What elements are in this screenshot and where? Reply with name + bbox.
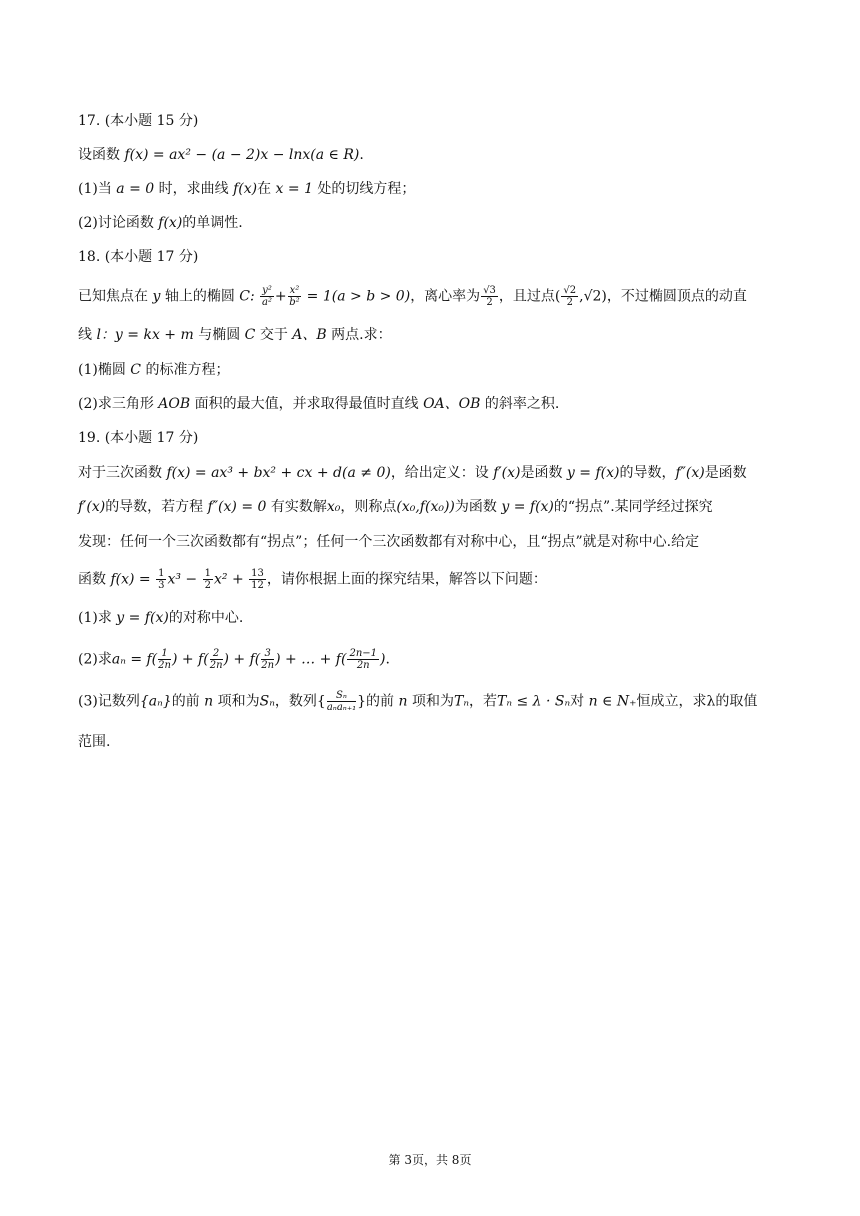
fraction-1-3: $\frac{1}{3}$: [158, 568, 165, 591]
q18-heading-text: 18. (本小题 17 分): [78, 249, 199, 265]
math: n ∈ N₊: [588, 693, 637, 710]
text: 两点.求：: [326, 327, 392, 343]
fraction-3-2n: $\frac{3}{2n}$: [261, 648, 275, 671]
math: x₀: [326, 499, 341, 515]
text: (3)记数列: [78, 693, 140, 710]
text: 设函数: [78, 147, 125, 163]
math: ：y = kx + m: [100, 327, 194, 343]
text: 已知焦点在: [78, 288, 153, 305]
text: 的“拐点”.某同学经过探究: [553, 499, 713, 515]
text: .: [359, 147, 364, 163]
q19-line-5: [78, 608, 243, 628]
q17-line-3: [78, 213, 243, 233]
text: 范围.: [78, 734, 111, 750]
text: 的导数，: [619, 465, 676, 481]
fraction-sqrt2-2: $\frac{√2}{2}$: [563, 285, 577, 308]
text: 的对称中心.: [168, 610, 244, 626]
math: C: [130, 362, 141, 378]
math: y: [152, 288, 161, 305]
q18-line-3: [78, 360, 229, 380]
text: 有实数解: [266, 499, 327, 515]
text: (1)求: [78, 610, 117, 626]
math: x³ −: [167, 571, 202, 588]
text: ，给出定义：设: [390, 465, 494, 481]
text: 处的切线方程；: [312, 181, 416, 197]
text: 面积的最大值，并求取得最值时直线: [190, 396, 424, 412]
q17-heading: [78, 111, 198, 131]
q19-line-2: [78, 497, 713, 517]
text: 对于三次函数: [78, 465, 167, 481]
math: y = f(x): [501, 499, 554, 515]
text: 对: [570, 693, 589, 710]
math: aₙ = f(: [111, 651, 158, 668]
math: a = 0: [116, 181, 155, 197]
fraction-y2-a2: $\frac{\text{y²}}{\text{a²}}$: [262, 285, 272, 308]
q18-line-2: [78, 325, 392, 345]
text: 是函数: [520, 465, 567, 481]
text: 的导数，若方程: [105, 499, 208, 515]
q19-line-6: [78, 648, 390, 671]
q18-line-4: [78, 394, 559, 414]
text: 的前: [171, 693, 205, 710]
text: 函数: [78, 571, 111, 588]
text: 恒成立，求λ的取值: [636, 693, 758, 710]
math: n: [204, 693, 214, 710]
math: C:: [239, 288, 260, 305]
text: }的前: [357, 693, 399, 710]
math: y = f(x): [116, 610, 169, 626]
math: (x₀,f(x₀)): [396, 499, 455, 515]
fraction-1-2: $\frac{1}{2}$: [204, 568, 211, 591]
math: f′(x): [493, 465, 521, 481]
math: l: [96, 327, 101, 343]
fraction-2n-1-2n: $\frac{2n-1}{2n}$: [349, 648, 377, 671]
text: 发现：任何一个三次函数都有“拐点”；任何一个三次函数都有对称中心，且“拐点”就是对称中心.给定: [78, 534, 700, 550]
text: ，则称点: [340, 499, 397, 515]
q18-heading: [78, 247, 198, 267]
math: Sₙ: [259, 693, 275, 710]
q19-line-7: [78, 690, 757, 713]
math: A、B: [292, 327, 327, 343]
fraction-1-2n: $\frac{1}{2n}$: [158, 648, 171, 671]
math: Tₙ ≤ λ · Sₙ: [497, 693, 571, 710]
math: x = 1: [275, 181, 313, 197]
text: 与椭圆: [193, 327, 245, 343]
fraction-Sn-anan1: $\frac{\text{Sₙ}}{\text{aₙaₙ₊₁}}$: [326, 690, 357, 713]
text: (1)椭圆: [78, 362, 131, 378]
text: 在: [257, 181, 276, 197]
math: {aₙ}: [139, 693, 172, 710]
math: n: [398, 693, 408, 710]
math: = 1(a > b > 0): [302, 288, 411, 305]
text: (1)当: [78, 181, 117, 197]
math: Tₙ: [453, 693, 469, 710]
text: (2)求: [78, 651, 112, 668]
q18-line-1: 已知焦点在 y 轴上的椭圆 C: $\frac{\text{y²}}{\text{a²}}$ + $\frac{\text{x²}}{\text{b²}}$ = 1(a > b > 0)，离心率为 $\frac{√3}{2}$ ，且过点( $\frac{√2}{2}$ ,√2)，不过椭圆顶点的动直: [78, 285, 747, 308]
text: 项和为: [213, 693, 260, 710]
math: f″(x): [675, 465, 705, 481]
q19-heading: [78, 428, 198, 448]
text: ，数列{: [274, 693, 326, 710]
page-footer: 第 3页，共 8页: [388, 1153, 472, 1167]
text: 是函数: [704, 465, 747, 481]
math: C: [244, 327, 256, 343]
math: x² +: [213, 571, 249, 588]
text: (2)求三角形: [78, 396, 159, 412]
q17-line-1: [78, 145, 364, 165]
q19-line-1: [78, 463, 747, 483]
math: √2: [583, 288, 602, 305]
fraction-x2-b2: $\frac{\text{x²}}{\text{b²}}$: [289, 285, 300, 308]
q17-heading-text: 17. (本小题 15 分): [78, 113, 199, 129]
fraction-2-2n: $\frac{2}{2n}$: [209, 648, 223, 671]
math: f(x): [233, 181, 258, 197]
math: f(x): [158, 215, 183, 231]
math: y = f(x): [566, 465, 620, 481]
math: AOB: [158, 396, 191, 412]
math: f″(x) = 0: [207, 499, 267, 515]
text: ，请你根据上面的探究结果，解答以下问题：: [266, 571, 547, 588]
math-function-def: f(x) = ax² − (a − 2)x − lnx(a ∈ R): [124, 147, 360, 163]
math: f(x) = ax³ + bx² + cx + d(a ≠ 0): [166, 465, 391, 481]
text: .: [385, 651, 390, 668]
math: ) + … + f(: [275, 651, 347, 668]
text: 为函数: [454, 499, 502, 515]
text: 线: [78, 327, 97, 343]
text: 时，求曲线: [154, 181, 234, 197]
math: f(x) =: [110, 571, 156, 588]
math: ) + f(: [171, 651, 209, 668]
text: ，若: [469, 693, 497, 710]
math: ): [380, 651, 386, 668]
q19-line-3: [78, 532, 699, 552]
text: 的斜率之积.: [480, 396, 560, 412]
math: OA、OB: [423, 396, 481, 412]
text: (2)讨论函数: [78, 215, 159, 231]
fraction-sqrt3-2: $\frac{√3}{2}$: [483, 285, 496, 308]
text: )，不过椭圆顶点的动直: [601, 288, 747, 305]
q17-line-2: [78, 179, 415, 199]
text: 交于: [255, 327, 293, 343]
math: ) + f(: [223, 651, 261, 668]
q19-line-4: [78, 568, 547, 591]
text: ，离心率为: [410, 288, 481, 305]
q19-heading-text: 19. (本小题 17 分): [78, 430, 199, 446]
text: 的单调性.: [182, 215, 243, 231]
text: 项和为: [407, 693, 454, 710]
text: 的标准方程；: [141, 362, 230, 378]
fraction-13-12: $\frac{13}{12}$: [251, 568, 264, 591]
text: 轴上的椭圆: [160, 288, 240, 305]
math: f′(x): [78, 499, 106, 515]
text: ，且过点(: [498, 288, 561, 305]
q19-line-8: [78, 732, 110, 752]
